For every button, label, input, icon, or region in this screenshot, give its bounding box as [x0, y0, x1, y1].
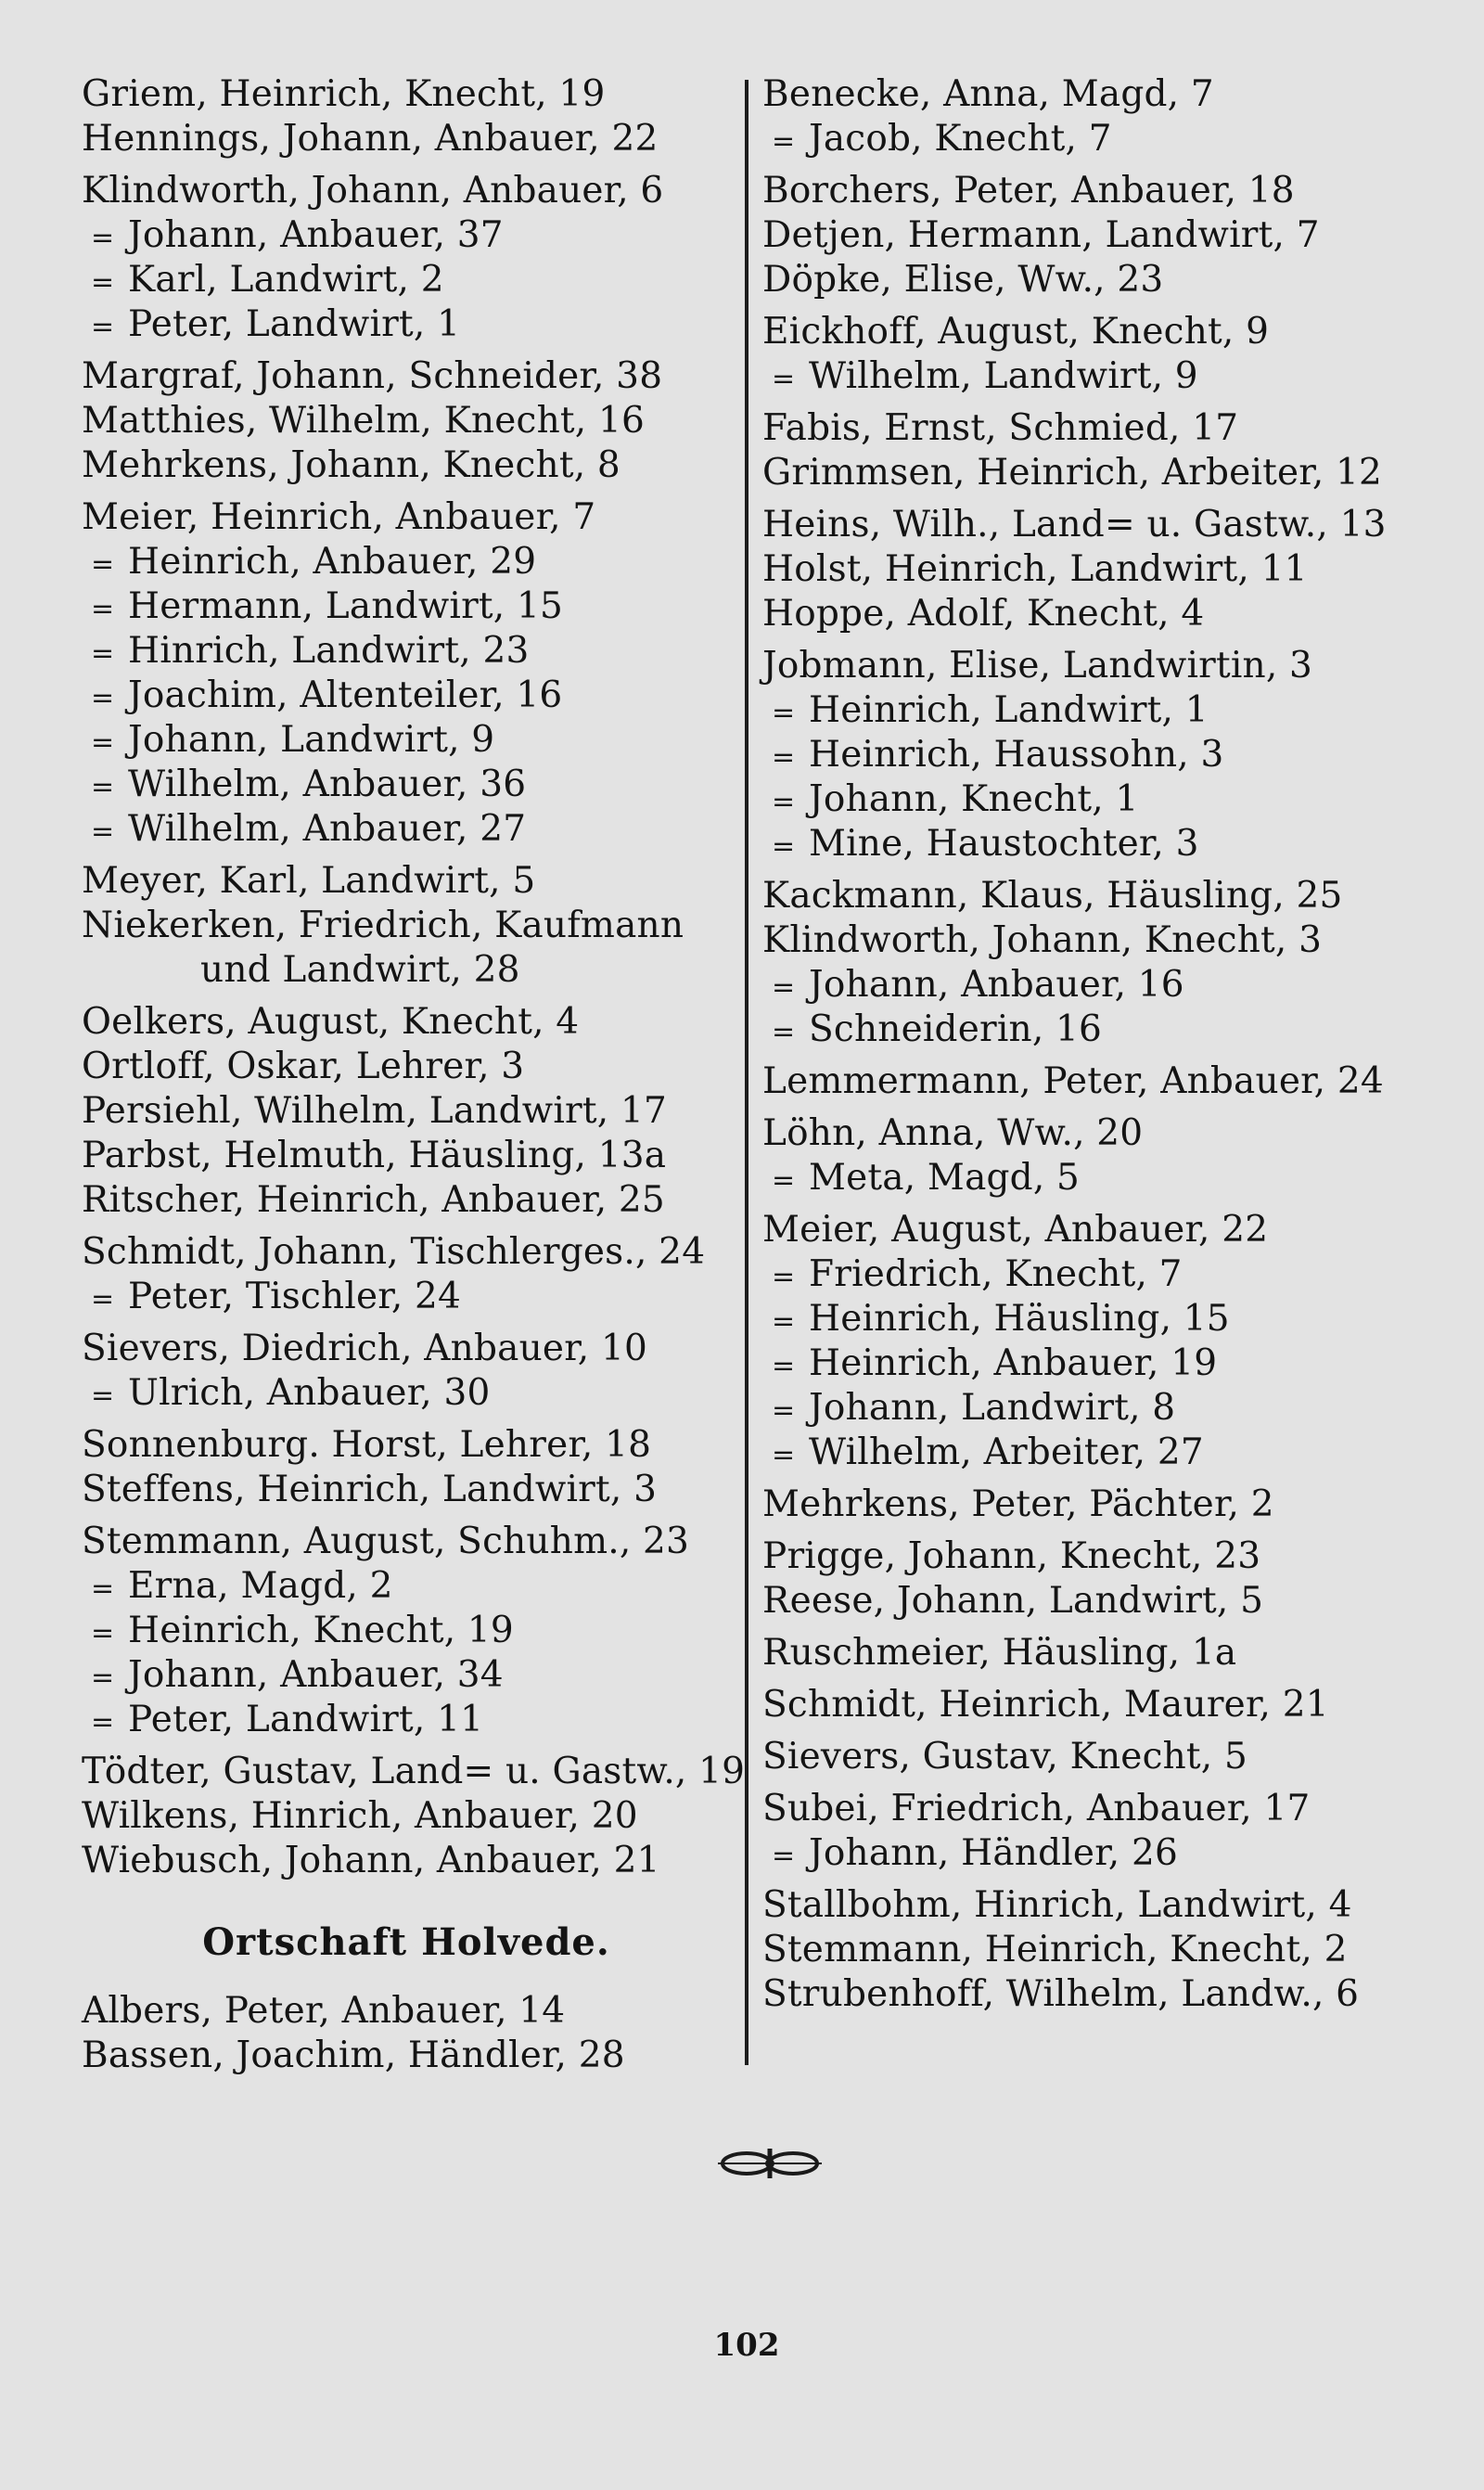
entry-text: Meta, Magd, 5	[809, 1157, 1081, 1199]
directory-entry	[82, 354, 731, 399]
entry-text: Parbst, Helmuth, Häusling, 13a	[82, 1135, 667, 1176]
section-title: Ortschaft Holvede.	[202, 1920, 610, 1964]
ditto-mark: =	[772, 363, 796, 395]
directory-entry	[762, 117, 1430, 161]
directory-entry	[82, 1520, 731, 1564]
entry-text: Klindworth, Johann, Anbauer, 6	[82, 170, 664, 212]
entry-text: Detjen, Hermann, Landwirt, 7	[762, 214, 1320, 256]
entry-text: und Landwirt, 28	[200, 949, 520, 991]
directory-entry	[762, 1534, 1430, 1579]
entry-text: Johann, Landwirt, 9	[128, 719, 495, 761]
directory-entry	[762, 1252, 1430, 1297]
directory-entry	[762, 733, 1430, 777]
directory-entry	[82, 1750, 746, 1794]
directory-entry	[82, 258, 731, 302]
entry-text: Kackmann, Klaus, Häusling, 25	[762, 875, 1343, 917]
directory-entry	[762, 1928, 1430, 1972]
ditto-mark: =	[91, 637, 115, 670]
directory-entry	[762, 1386, 1430, 1431]
entry-text: Steffens, Heinrich, Landwirt, 3	[82, 1469, 658, 1510]
entry-text: Benecke, Anna, Magd, 7	[762, 73, 1214, 115]
fleuron-ornament-icon	[714, 2145, 825, 2182]
directory-entry	[82, 117, 731, 161]
entry-text: Heinrich, Knecht, 19	[128, 1610, 514, 1651]
ditto-mark: =	[91, 1283, 115, 1316]
directory-entry	[82, 1468, 731, 1512]
entry-text: Schneiderin, 16	[809, 1008, 1103, 1050]
directory-entry	[762, 918, 1430, 963]
directory-entry	[82, 718, 731, 763]
entry-text: Grimmsen, Heinrich, Arbeiter, 12	[762, 452, 1383, 494]
directory-entry	[82, 213, 731, 258]
entry-text: Sievers, Diedrich, Anbauer, 10	[82, 1328, 647, 1369]
ditto-mark: =	[91, 815, 115, 848]
left-entries	[82, 72, 746, 1883]
ditto-mark: =	[772, 1840, 796, 1872]
directory-entry	[82, 674, 731, 718]
entry-text: Ruschmeier, Häusling, 1a	[762, 1632, 1237, 1674]
directory-entry	[762, 688, 1430, 733]
directory-entry	[762, 644, 1430, 688]
entry-text: Jacob, Knecht, 7	[809, 118, 1112, 160]
ditto-mark: =	[91, 222, 115, 254]
entry-text: Tödter, Gustav, Land= u. Gastw., 19	[82, 1751, 746, 1792]
directory-entry	[82, 1089, 731, 1134]
directory-entry	[762, 822, 1430, 866]
directory-entry	[82, 904, 731, 948]
directory-entry	[762, 503, 1430, 547]
ditto-mark: =	[91, 726, 115, 759]
directory-entry	[762, 1482, 1430, 1527]
entry-text: Mehrkens, Johann, Knecht, 8	[82, 444, 620, 486]
ditto-mark: =	[772, 1164, 796, 1197]
entry-text: Mine, Haustochter, 3	[809, 823, 1199, 865]
entry-text: Hermann, Landwirt, 15	[128, 585, 564, 627]
ditto-mark: =	[772, 1016, 796, 1048]
entry-text: Heins, Wilh., Land= u. Gastw., 13	[762, 504, 1387, 545]
entry-text: Friedrich, Knecht, 7	[809, 1253, 1183, 1295]
directory-entry	[762, 547, 1430, 592]
entry-text: Matthies, Wilhelm, Knecht, 16	[82, 400, 645, 442]
directory-entry	[762, 1156, 1430, 1200]
directory-entry	[762, 874, 1430, 918]
directory-entry	[762, 258, 1430, 302]
directory-entry	[762, 1208, 1430, 1252]
directory-entry	[82, 948, 731, 993]
ditto-mark: =	[91, 548, 115, 581]
directory-entry	[82, 1371, 731, 1416]
directory-entry	[82, 169, 731, 213]
directory-entry	[762, 451, 1430, 495]
entry-text: Johann, Anbauer, 16	[809, 964, 1184, 1006]
entry-text: Mehrkens, Peter, Pächter, 2	[762, 1483, 1274, 1525]
entry-text: Fabis, Ernst, Schmied, 17	[762, 407, 1239, 449]
entry-text: Hinrich, Landwirt, 23	[128, 630, 530, 672]
directory-entry	[82, 72, 731, 117]
entry-text: Oelkers, August, Knecht, 4	[82, 1001, 580, 1043]
ditto-mark: =	[772, 741, 796, 774]
directory-entry	[82, 1134, 731, 1178]
entry-text: Heinrich, Anbauer, 29	[128, 541, 537, 583]
entry-text: Niekerken, Friedrich, Kaufmann	[82, 905, 684, 946]
entry-text: Subei, Friedrich, Anbauer, 17	[762, 1788, 1311, 1829]
ditto-mark: =	[91, 682, 115, 714]
directory-entry	[82, 1839, 731, 1883]
directory-entry	[82, 2034, 731, 2078]
directory-entry	[762, 72, 1430, 117]
ditto-mark: =	[91, 1617, 115, 1649]
directory-entry	[82, 1653, 731, 1698]
entry-text: Wilhelm, Landwirt, 9	[809, 355, 1198, 397]
entry-text: Margraf, Johann, Schneider, 38	[82, 355, 663, 397]
entry-text: Prigge, Johann, Knecht, 23	[762, 1535, 1261, 1577]
directory-entry	[762, 592, 1430, 636]
entry-text: Löhn, Anna, Ww., 20	[762, 1112, 1144, 1154]
directory-entry	[82, 584, 731, 629]
entry-text: Peter, Landwirt, 11	[128, 1699, 484, 1740]
ditto-mark: =	[91, 311, 115, 343]
directory-entry	[82, 1045, 731, 1089]
entry-text: Griem, Heinrich, Knecht, 19	[82, 73, 606, 115]
directory-entry	[762, 1579, 1430, 1624]
right-column	[762, 72, 1430, 2017]
entry-text: Hoppe, Adolf, Knecht, 4	[762, 593, 1205, 635]
directory-entry	[762, 1972, 1430, 2017]
ditto-mark: =	[772, 1394, 796, 1427]
directory-entry	[82, 629, 731, 674]
entry-text: Klindworth, Johann, Knecht, 3	[762, 919, 1323, 961]
entry-text: Wilhelm, Anbauer, 27	[128, 808, 527, 850]
entry-text: Jobmann, Elise, Landwirtin, 3	[762, 645, 1313, 687]
entry-text: Joachim, Altenteiler, 16	[128, 674, 563, 716]
ditto-mark: =	[772, 697, 796, 729]
entry-text: Heinrich, Häusling, 15	[809, 1298, 1230, 1340]
directory-entry	[82, 495, 731, 540]
directory-entry	[82, 443, 731, 488]
entry-text: Meier, August, Anbauer, 22	[762, 1209, 1269, 1251]
entry-text: Erna, Magd, 2	[128, 1565, 393, 1607]
directory-entry	[762, 1883, 1430, 1928]
entry-text: Peter, Landwirt, 1	[128, 303, 461, 345]
entry-text: Bassen, Joachim, Händler, 28	[82, 2034, 625, 2076]
directory-entry	[762, 1341, 1430, 1386]
page-number: 102	[713, 2327, 780, 2364]
entry-text: Heinrich, Landwirt, 1	[809, 689, 1209, 731]
ditto-mark: =	[91, 771, 115, 803]
directory-entry	[762, 1059, 1430, 1104]
entry-text: Wilhelm, Arbeiter, 27	[809, 1431, 1204, 1473]
entry-text: Reese, Johann, Landwirt, 5	[762, 1580, 1264, 1622]
directory-entry	[762, 1631, 1430, 1675]
entry-text: Johann, Landwirt, 8	[809, 1387, 1176, 1429]
directory-entry	[82, 1178, 731, 1223]
entry-text: Ortloff, Oskar, Lehrer, 3	[82, 1046, 525, 1087]
entry-text: Eickhoff, August, Knecht, 9	[762, 311, 1270, 353]
right-entries	[762, 72, 1430, 2017]
entry-text: Karl, Landwirt, 2	[128, 259, 444, 301]
ditto-mark: =	[91, 1380, 115, 1412]
directory-entry	[762, 354, 1430, 399]
entry-text: Stemmann, August, Schuhm., 23	[82, 1521, 690, 1562]
ditto-mark: =	[772, 1439, 796, 1471]
ditto-mark: =	[91, 266, 115, 299]
ditto-mark: =	[772, 125, 796, 158]
directory-entry	[82, 1609, 731, 1653]
directory-entry	[762, 1787, 1430, 1831]
directory-entry	[762, 1735, 1430, 1779]
directory-entry	[82, 302, 731, 347]
entry-text: Hennings, Johann, Anbauer, 22	[82, 118, 659, 160]
directory-entry	[82, 1327, 731, 1371]
ditto-mark: =	[772, 830, 796, 863]
ditto-mark: =	[91, 1662, 115, 1694]
directory-entry	[762, 1008, 1430, 1052]
entry-text: Schmidt, Heinrich, Maurer, 21	[762, 1684, 1329, 1726]
entry-text: Wilkens, Hinrich, Anbauer, 20	[82, 1795, 638, 1837]
directory-entry	[82, 1794, 731, 1839]
directory-entry	[82, 859, 731, 904]
ditto-mark: =	[772, 971, 796, 1004]
entry-text: Persiehl, Wilhelm, Landwirt, 17	[82, 1090, 667, 1132]
ditto-mark: =	[772, 786, 796, 818]
directory-entry	[762, 1297, 1430, 1341]
directory-entry	[762, 310, 1430, 354]
ditto-mark: =	[91, 593, 115, 625]
entry-text: Johann, Händler, 26	[809, 1832, 1178, 1874]
directory-entry	[82, 1275, 731, 1319]
entry-text: Ritscher, Heinrich, Anbauer, 25	[82, 1179, 665, 1221]
directory-entry	[82, 1698, 731, 1742]
ditto-mark: =	[772, 1305, 796, 1338]
ditto-mark: =	[772, 1350, 796, 1382]
entry-text: Ulrich, Anbauer, 30	[128, 1372, 491, 1414]
entry-text: Albers, Peter, Anbauer, 14	[82, 1990, 566, 2032]
directory-entry	[82, 1989, 731, 2034]
entry-text: Döpke, Elise, Ww., 23	[762, 259, 1164, 301]
entry-text: Wilhelm, Anbauer, 36	[128, 764, 527, 805]
directory-entry	[762, 963, 1430, 1008]
directory-entry	[82, 540, 731, 584]
entry-text: Stemmann, Heinrich, Knecht, 2	[762, 1929, 1348, 1970]
directory-entry	[82, 807, 731, 852]
entry-text: Sonnenburg. Horst, Lehrer, 18	[82, 1424, 652, 1466]
entry-text: Lemmermann, Peter, Anbauer, 24	[762, 1060, 1384, 1102]
directory-entry	[762, 1831, 1430, 1876]
directory-entry	[762, 169, 1430, 213]
entry-text: Johann, Anbauer, 34	[128, 1654, 504, 1696]
directory-entry	[82, 763, 731, 807]
ditto-mark: =	[91, 1706, 115, 1739]
entry-text: Heinrich, Anbauer, 19	[809, 1342, 1218, 1384]
ditto-mark: =	[91, 1572, 115, 1605]
entry-text: Johann, Knecht, 1	[809, 778, 1139, 820]
entry-text: Heinrich, Haussohn, 3	[809, 734, 1224, 776]
directory-entry	[82, 399, 731, 443]
directory-entry	[762, 1683, 1430, 1727]
entry-text: Sievers, Gustav, Knecht, 5	[762, 1736, 1248, 1778]
entry-text: Wiebusch, Johann, Anbauer, 21	[82, 1840, 660, 1881]
directory-entry	[762, 777, 1430, 822]
entry-text: Stallbohm, Hinrich, Landwirt, 4	[762, 1884, 1352, 1926]
entry-text: Peter, Tischler, 24	[128, 1276, 462, 1317]
directory-entry	[82, 1423, 731, 1468]
entry-text: Meyer, Karl, Landwirt, 5	[82, 860, 536, 902]
section-entries	[82, 1989, 731, 2078]
entry-text: Strubenhoff, Wilhelm, Landw., 6	[762, 1973, 1360, 2015]
directory-entry	[82, 1230, 731, 1275]
directory-entry	[762, 406, 1430, 451]
entry-text: Schmidt, Johann, Tischlerges., 24	[82, 1231, 706, 1273]
entry-text: Holst, Heinrich, Landwirt, 11	[762, 548, 1308, 590]
directory-entry	[82, 1564, 731, 1609]
entry-text: Meier, Heinrich, Anbauer, 7	[82, 496, 596, 538]
directory-entry	[82, 1000, 731, 1045]
directory-entry	[762, 1111, 1430, 1156]
directory-entry	[762, 213, 1430, 258]
entry-text: Johann, Anbauer, 37	[128, 214, 504, 256]
directory-entry	[762, 1431, 1430, 1475]
entry-text: Borchers, Peter, Anbauer, 18	[762, 170, 1295, 212]
left-column	[82, 72, 746, 2078]
ditto-mark: =	[772, 1261, 796, 1293]
column-divider	[745, 80, 748, 2065]
